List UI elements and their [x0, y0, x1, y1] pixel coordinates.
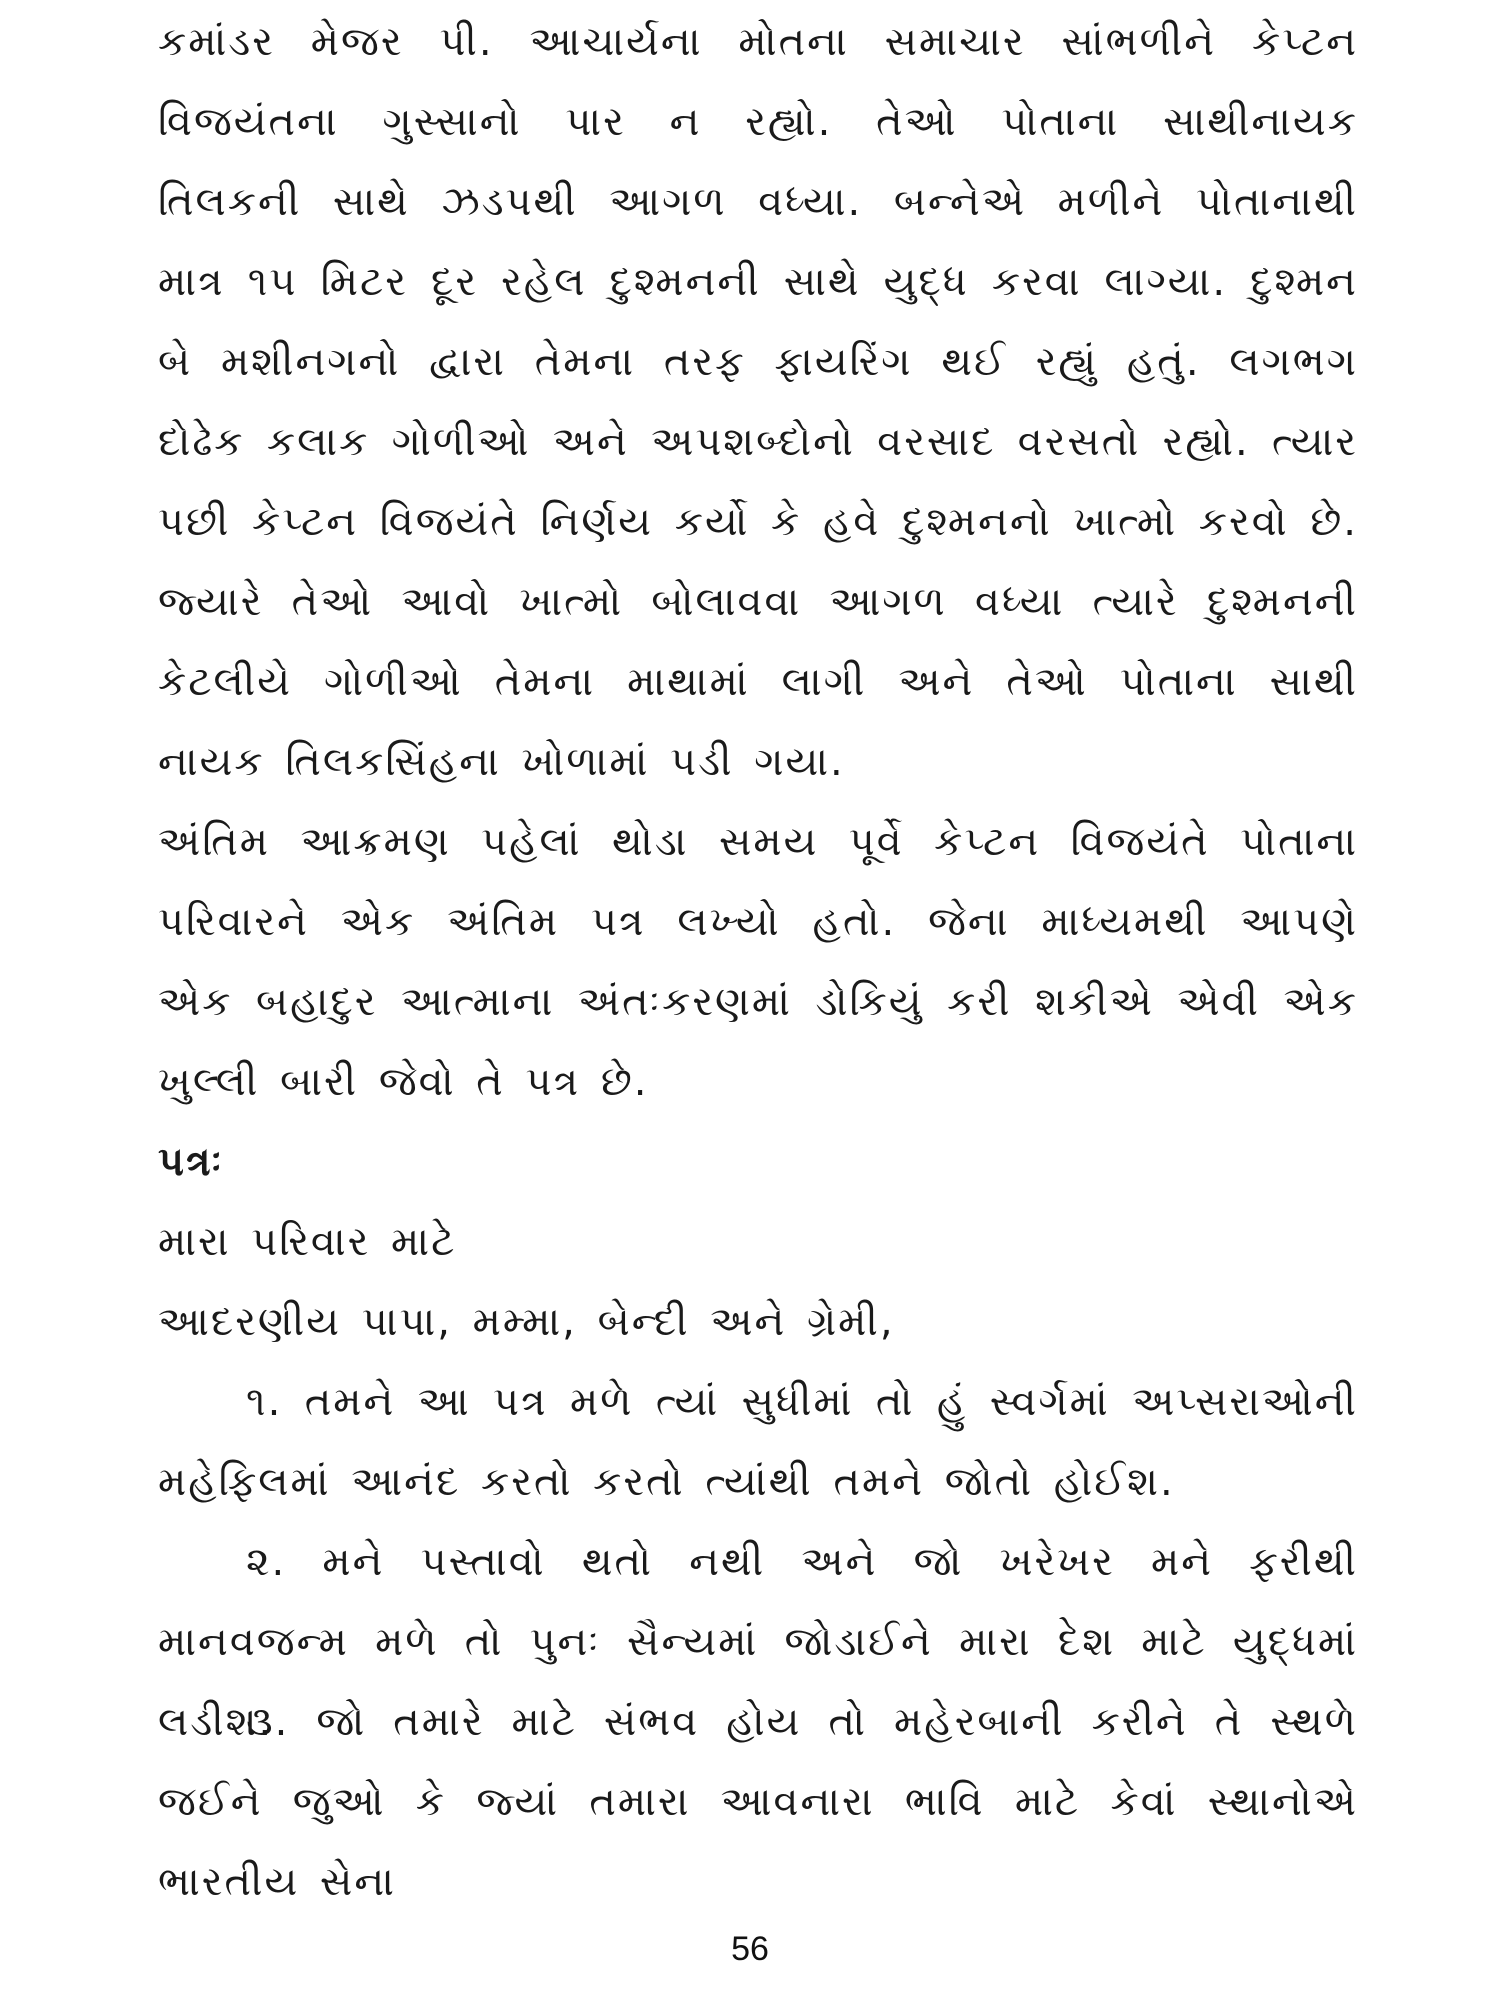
- paragraph-battle-account: કમાંડર મેજર પી. આચાર્યના મોતના સમાચાર સાંભળીને કેપ્ટન વિજયંતના ગુસ્સાનો પાર ન રહ્યો. તેઓ પોતાના સાથીનાયક તિલકની સાથે ઝડપથી આગળ વધ્યા. બન્નેએ મળીને પોતાનાથી માત્ર ૧૫ મિટર દૂર રહેલ દુશ્મનની સાથે યુદ્ધ કરવા લાગ્યા. દુશ્મન બે મશીનગનો દ્વારા તેમના તરફ ફાયરિંગ થઈ રહ્યું હતું. લગભગ દોઢેક કલાક ગોળીઓ અને અપશબ્દોનો વરસાદ વરસતો રહ્યો. ત્યાર પછી કેપ્ટન વિજયંતે નિર્ણય કર્યો કે હવે દુશ્મનનો ખાત્મો કરવો છે. જ્યારે તેઓ આવો ખાત્મો બોલાવવા આગળ વધ્યા ત્યારે દુશ્મનની કેટલીયે ગોળીઓ તેમના માથામાં લાગી અને તેઓ પોતાના સાથી નાયક તિલકસિંહના ખોળામાં પડી ગયા.: [158, 19, 1358, 785]
- letter-heading: પત્રઃ: [158, 1139, 225, 1185]
- paragraph-final-letter-intro: અંતિમ આક્રમણ પહેલાં થોડા સમય પૂર્વે કેપ્ટન વિજયંતે પોતાના પરિવારને એક અંતિમ પત્ર લખ્યો હતો. જેના માધ્યમથી આપણે એક બહાદુર આત્માના અંતઃકરણમાં ડોકિયું કરી શકીએ એવી એક ખુલ્લી બારી જેવો તે પત્ર છે.: [158, 819, 1358, 1105]
- letter-item-1: ૧. તમને આ પત્ર મળે ત્યાં સુધીમાં તો હું સ્વર્ગમાં અપ્સરાઓની મહેફિલમાં આનંદ કરતો કરતો ત્યાંથી તમને જોતો હોઈશ.: [158, 1379, 1358, 1505]
- letter-item-3: ૩. જો તમારે માટે સંભવ હોય તો મહેરબાની કરીને તે સ્થળે જઈને જુઓ કે જ્યાં તમારા આવનારા ભાવિ માટે કેવાં સ્થાનોએ ભારતીય સેના: [158, 1699, 1358, 1905]
- letter-salutation: આદરણીય પાપા, મમ્મા, બેન્દી અને ગ્રેમી,: [158, 1299, 895, 1345]
- letter-item-2: ૨. મને પસ્તાવો થતો નથી અને જો ખરેખર મને ફરીથી માનવજન્મ મળે તો પુનઃ સૈન્યમાં જોડાઈને મારા દેશ માટે યુદ્ધમાં લડીશ.: [158, 1539, 1358, 1745]
- document-page: [158, 0, 1358, 2000]
- page-number: 56: [731, 1930, 769, 1968]
- letter-recipient: મારા પરિવાર માટે: [158, 1219, 457, 1265]
